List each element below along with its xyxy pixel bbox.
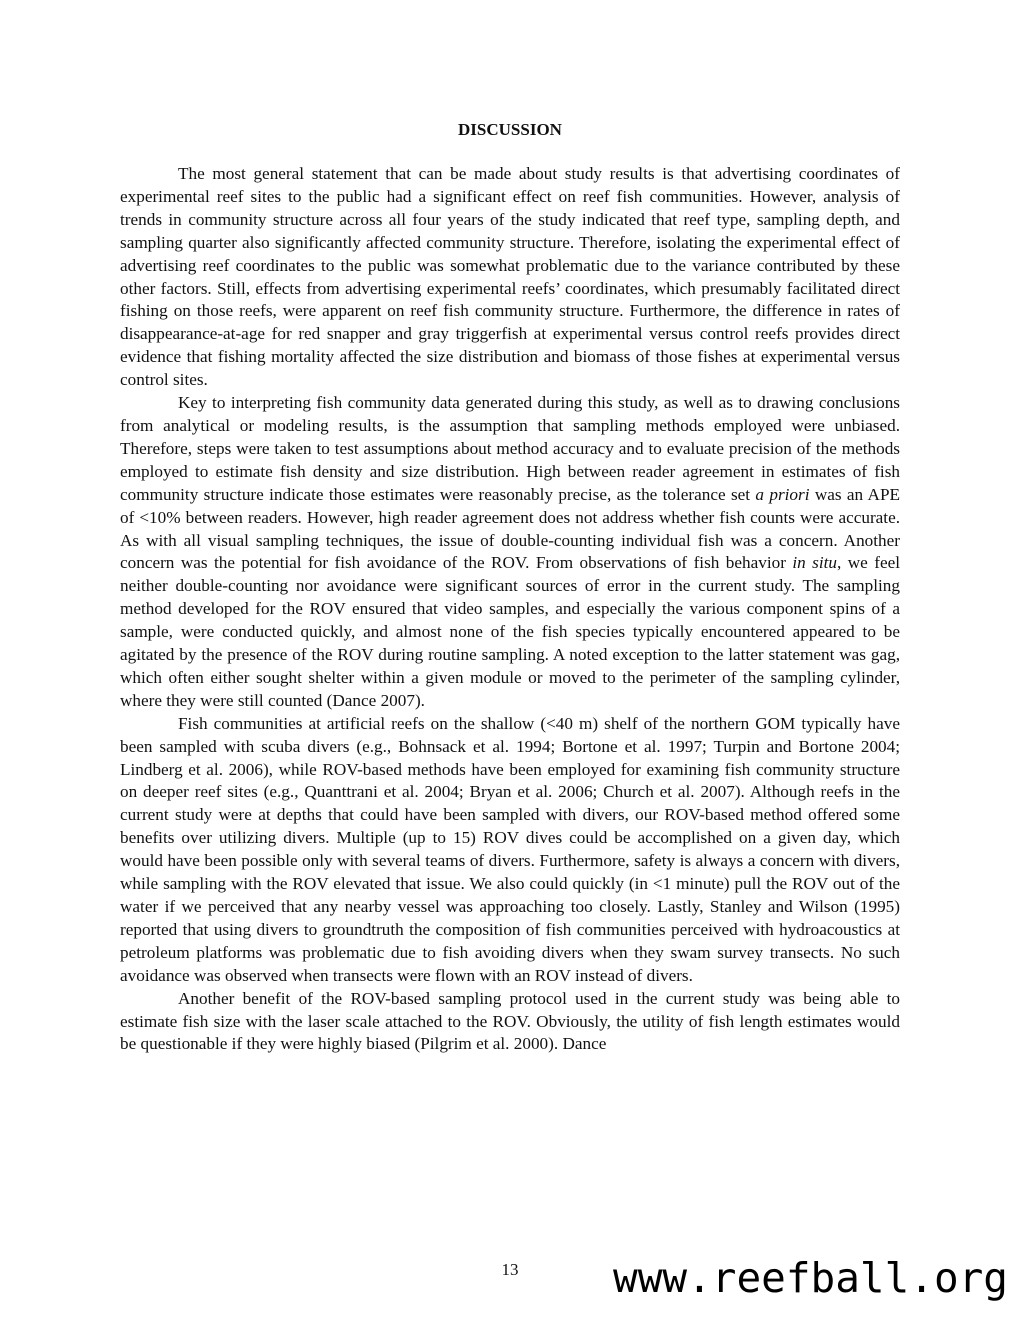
watermark-url: www.reefball.org <box>613 1254 1008 1302</box>
section-heading: DISCUSSION <box>458 120 562 139</box>
paragraph-4-text: Another benefit of the ROV-based sampling protocol used in the current study was being able to estimate fish size with the laser scale attached to the ROV. Obviously, the utility of fish length estimates would be questionable if they were highly biased (Pilgrim et al. 2000). Dance <box>120 988 900 1054</box>
paragraph-1 <box>120 163 900 392</box>
paragraph-4 <box>120 988 900 1057</box>
paragraph-2 <box>120 392 900 713</box>
italic-term-a-priori: a priori <box>755 484 810 504</box>
paragraph-2-text-b: was an APE of <10% between readers. However, high reader agreement does not address whether fish counts were accurate. As with all visual sampling techniques, the issue of double-counting individual fish was a concern. Another concern was the potential for fish avoidance of the ROV. From observations of fish behavior <box>120 484 900 573</box>
document-body <box>120 118 900 1056</box>
italic-term-in-situ: in situ <box>792 553 838 573</box>
paragraph-2-text-c: , we feel neither double-counting nor avoidance were significant sources of error in the current study. The sampling method developed for the ROV ensured that video samples, and especially the various component spins of a sample, were conducted quickly, and almost none of the fish species typically encountered appeared to be agitated by the presence of the ROV during routine sampling. A noted exception to the latter statement was gag, which often either sought shelter within a given module or moved to the perimeter of the sampling cylinder, where they were still counted (Dance 2007). <box>120 553 901 710</box>
paragraph-3 <box>120 713 900 988</box>
page-number: 13 <box>501 1260 519 1279</box>
paragraph-2-text-a: Key to interpreting fish community data generated during this study, as well as to drawing conclusions from analytical or modeling results, is the assumption that sampling methods employed were unbiased. Therefore, steps were taken to test assumptions about method accuracy and to evaluate precision of the methods employed to estimate fish density and size distribution. High between reader agreement in estimates of fish community structure indicate those estimates were reasonably precise, as the tolerance set <box>120 393 900 504</box>
paragraph-3-text: Fish communities at artificial reefs on the shallow (<40 m) shelf of the northern GOM typically have been sampled with scuba divers (e.g., Bohnsack et al. 1994; Bortone et al. 1997; Turpin and Bortone 2004; Lindberg et al. 2006), while ROV-based methods have been employed for examining fish community structure on deeper reef sites (e.g., Quanttrani et al. 2004; Bryan et al. 2006; Church et al. 2007). Although reefs in the current study were at depths that could have been sampled with divers, our ROV-based method offered some benefits over utilizing divers. Multiple (up to 15) ROV dives could be accomplished on a given day, which would have been possible only with several teams of divers. Furthermore, safety is always a concern with divers, while sampling with the ROV elevated that issue. We also could quickly (in <1 minute) pull the ROV out of the water if we perceived that any nearby vessel was approaching too closely. Lastly, Stanley and Wilson (1995) reported that using divers to groundtruth the composition of fish communities perceived with hydroacoustics at petroleum platforms was problematic due to fish avoiding divers when they swam survey transects. No such avoidance was observed when transects were flown with an ROV instead of divers. <box>120 713 900 985</box>
paragraph-1-text: The most general statement that can be made about study results is that advertising coordinates of experimental reef sites to the public had a significant effect on reef fish communities. However, analysis of trends in community structure across all four years of the study indicated that reef type, sampling depth, and sampling quarter also significantly affected community structure. Therefore, isolating the experimental effect of advertising reef coordinates to the public was somewhat problematic due to the variance contributed by these other factors. Still, effects from advertising experimental reefs’ coordinates, which presumably facilitated direct fishing on those reefs, were apparent on reef fish community structure. Furthermore, the difference in rates of disappearance-at-age for red snapper and gray triggerfish at experimental versus control reefs provides direct evidence that fishing mortality affected the size distribution and biomass of those fishes at experimental versus control sites. <box>120 164 900 390</box>
